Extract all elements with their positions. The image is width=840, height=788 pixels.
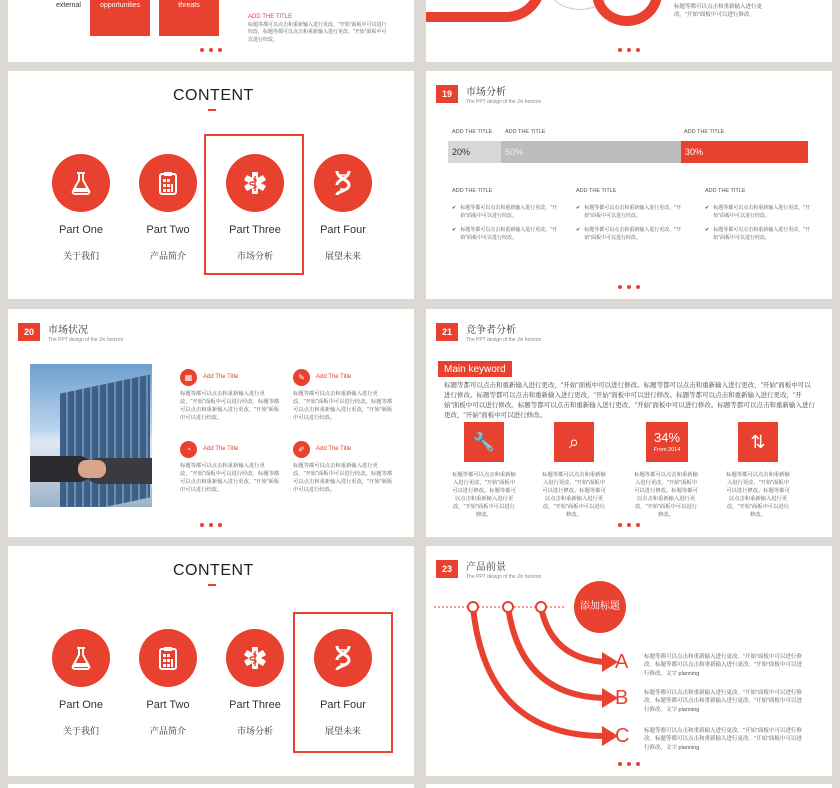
- slide-swot-partial: [8, 0, 414, 62]
- item-body: 标题等都可以点击和重新输入进行更改，"开始"面板中可以进行绞改，标题等都可以点击和重新输入进行更改，"开始"面板中可以进行绞改。: [293, 391, 393, 421]
- slide-circles-partial: [426, 0, 832, 62]
- column-body: 标题等都可以点击和重新输入进行更改，"开始"面板中可以进行修改。标题等都可以点击和重新输入进行更改，"开始"面板中可以进行修改。: [634, 472, 698, 518]
- check-item: [576, 205, 688, 220]
- hands-skin-shape: [78, 460, 106, 478]
- check-item: [705, 227, 817, 242]
- check-icon: ✔: [452, 227, 457, 233]
- bar-value-1: 20%: [452, 147, 471, 157]
- slide-20-market-status: [8, 309, 414, 537]
- column-body: 标题等都可以点击和重新输入进行更改，"开始"面板中可以进行修改。标题等都可以点击和重新输入进行更改，"开始"面板中可以进行修改。: [726, 472, 790, 518]
- item-title: Add The Title: [316, 446, 352, 452]
- calendar-icon: ▦: [180, 369, 197, 386]
- circles-body: 标题等都可以点击和重新输入进行更改。"开始"面板中可以进行修改。: [674, 4, 763, 18]
- opportunities-box: [90, 0, 150, 36]
- check-icon: ✔: [705, 227, 710, 233]
- check-item: [576, 227, 688, 242]
- column-title-2: ADD THE TITLE: [576, 188, 617, 194]
- edit-icon: ✎: [293, 369, 310, 386]
- external-label: external: [56, 2, 81, 9]
- title-bubble: [574, 581, 626, 633]
- part-label-cn-1: 关于我们: [62, 251, 99, 261]
- dna-icon: [330, 644, 356, 672]
- part-label-cn-3: 市场分析: [236, 251, 273, 261]
- part-label-en-3: Part Three: [229, 224, 281, 236]
- item-title: Add The Title: [203, 446, 239, 452]
- page-dots: [200, 48, 222, 52]
- option-letter-c: C: [615, 725, 630, 747]
- slide-title: 市场状况: [48, 325, 88, 336]
- item-title: Add The Title: [316, 374, 352, 380]
- option-body: 标题等都可以点击和重新输入进行更改。"开始"面板中可以进行修改。标题等都可以点击和重新输入进行更改。"开始"面板中可以进行修改。文字 planning: [644, 690, 802, 713]
- part-label-en-4: Part Four: [320, 224, 366, 236]
- red-arc-shape: [426, 0, 546, 22]
- page-dots: [200, 523, 222, 527]
- part-circle-2[interactable]: [139, 154, 197, 212]
- part-circle-1[interactable]: [52, 629, 110, 687]
- option-letter-a: A: [615, 651, 629, 673]
- stat-caption: From 2014: [653, 447, 681, 453]
- check-item-text: 标题等都可以点击和重新输入进行更改，"开始"面板中可以进行绞改。: [713, 227, 810, 241]
- part-label-en-3: Part Three: [229, 699, 281, 711]
- bar-value-3: 30%: [685, 147, 704, 157]
- building-shape: [60, 374, 150, 507]
- chart-icon: ◔: [180, 441, 197, 458]
- title-bubble-label: 添加标题: [580, 601, 620, 612]
- dna-icon: [330, 169, 356, 197]
- item-body: 标题等都可以点击和重新输入进行更改，"开始"面板中可以进行绞改，标题等都可以点击和重新输入进行更改，"开始"面板中可以进行绞改。: [293, 463, 393, 493]
- check-icon: ✔: [705, 205, 710, 211]
- clipboard-icon: [155, 645, 181, 671]
- check-item: [705, 205, 817, 220]
- stat-value: 34%: [653, 430, 681, 445]
- slide-bottom-partial-right: [426, 784, 832, 788]
- check-item-text: 标题等都可以点击和重新输入进行更改，"开始"面板中可以进行绞改。: [460, 205, 557, 219]
- bar-label-1: ADD THE TITLE: [452, 129, 493, 135]
- slide-number: 19: [436, 85, 458, 103]
- content-title-underline: [208, 584, 216, 586]
- check-item-text: 标题等都可以点击和重新输入进行更改，"开始"面板中可以进行绞改。: [713, 205, 810, 219]
- pen-icon: ✐: [293, 441, 310, 458]
- flask-icon: [68, 170, 94, 196]
- slide-21-competitor-analysis: [426, 309, 832, 537]
- part-circle-2[interactable]: [139, 629, 197, 687]
- slide-number: 20: [18, 323, 40, 341]
- part-label-en-1: Part One: [58, 224, 104, 236]
- slide-number: 23: [436, 560, 458, 578]
- threats-label: threats: [178, 2, 200, 9]
- arrows-icon: ⇅: [738, 422, 778, 462]
- threats-box: [159, 0, 219, 36]
- part-label-en-2: Part Two: [146, 224, 190, 236]
- option-body: 标题等都可以点击和重新输入进行更改。"开始"面板中可以进行修改。标题等都可以点击和重新输入进行更改。"开始"面板中可以进行修改。文字 planning: [644, 654, 802, 677]
- part-label-en-1: Part One: [58, 699, 104, 711]
- column-title-1: ADD THE TITLE: [452, 188, 493, 194]
- slide-subtitle: The PPT design of the Jin horizon: [48, 337, 124, 343]
- column-body: 标题等都可以点击和重新输入进行更改，"开始"面板中可以进行修改。标题等都可以点击和重新输入进行更改，"开始"面板中可以进行修改。: [452, 472, 516, 518]
- check-icon: ✔: [452, 205, 457, 211]
- column-title-3: ADD THE TITLE: [705, 188, 746, 194]
- check-item-text: 标题等都可以点击和重新输入进行更改，"开始"面板中可以进行绞改。: [584, 227, 681, 241]
- slide-title: 竞争者分析: [466, 325, 516, 336]
- content-title: CONTENT: [173, 562, 254, 579]
- main-keyword-badge: [438, 361, 512, 377]
- slide-title: 产品前景: [466, 562, 506, 573]
- part-label-cn-1: 关于我们: [62, 726, 99, 736]
- part-label-cn-2: 产品简介: [149, 251, 186, 261]
- item-body: 标题等都可以点击和重新输入进行更改，"开始"面板中可以进行绞改，标题等都可以点击和重新输入进行更改，"开始"面板中可以进行绞改。: [180, 463, 280, 493]
- part-circle-4[interactable]: [314, 629, 372, 687]
- wrench-icon: 🔧: [464, 422, 504, 462]
- part-label-cn-4: 展望未来: [324, 726, 361, 736]
- option-body: 标题等都可以点击和重新输入进行更改。"开始"面板中可以进行修改。标题等都可以点击和重新输入进行更改。"开始"面板中可以进行修改。文字 planning: [644, 728, 802, 751]
- check-item: [452, 227, 564, 242]
- option-letter-b: B: [615, 687, 629, 709]
- content-title: CONTENT: [173, 87, 254, 104]
- bar-label-3: ADD THE TITLE: [684, 129, 725, 135]
- check-icon: ✔: [576, 205, 581, 211]
- flask-icon: [68, 645, 94, 671]
- bar-label-2: ADD THE TITLE: [505, 129, 546, 135]
- swot-body: 标题等都可以点击和重新输入进行更改，"开始"面板中可以进行绞改，标题等都可以点击和重新输入进行更改，"开始"面板中可以进行绞改。: [248, 22, 387, 43]
- slide-bottom-partial-left: [8, 784, 414, 788]
- clipboard-icon: [155, 170, 181, 196]
- slide-23-product-outlook: [426, 546, 832, 776]
- page-dots: [618, 48, 640, 52]
- part-circle-1[interactable]: [52, 154, 110, 212]
- medical-icon: [241, 169, 269, 197]
- check-item: [452, 205, 564, 220]
- opportunities-label: opportunities: [99, 2, 141, 9]
- slide-subtitle: The PPT design of the Jin horizon: [466, 99, 542, 105]
- keyword-paragraph: 标题等都可以点击和重新输入进行更改，"开始"面板中可以进行修改。标题等都可以点击和重新输入进行更改，"开始"面板中可以进行修改。标题等都可以点击和重新输入进行更改，"开始"面板中可以进行修改。标题等都可以点击和重新输入进行更改，"开始"面板中可以进行修改。标题等都可以点击和重新输入进行更改，"开始"面板中可以进行修改。标题等都可以点击和重新输入进行更改，"开始"面板中可以进行修改。: [444, 382, 815, 420]
- bar-segment-2: [501, 141, 681, 163]
- check-item-text: 标题等都可以点击和重新输入进行更改，"开始"面板中可以进行绞改。: [460, 227, 557, 241]
- part-label-cn-2: 产品简介: [149, 726, 186, 736]
- medical-icon: [241, 644, 269, 672]
- page-dots: [618, 523, 640, 527]
- item-title: Add The Title: [203, 374, 239, 380]
- add-title-label: ADD THE TITLE: [248, 14, 293, 20]
- part-circle-3[interactable]: [226, 154, 284, 212]
- slide-content-a: [8, 71, 414, 299]
- content-title-underline: [208, 109, 216, 111]
- column-body: 标题等都可以点击和重新输入进行更改，"开始"面板中可以进行修改。标题等都可以点击和重新输入进行更改，"开始"面板中可以进行修改。: [542, 472, 606, 518]
- slide-subtitle: The PPT design of the Jin horizon: [466, 574, 542, 580]
- slide-title: 市场分析: [466, 87, 506, 98]
- part-label-en-2: Part Two: [146, 699, 190, 711]
- bar-segment-3: [681, 141, 808, 163]
- part-circle-4[interactable]: [314, 154, 372, 212]
- page-dots: [618, 285, 640, 289]
- stat-box: [646, 422, 688, 462]
- page-dots: [618, 762, 640, 766]
- check-icon: ✔: [576, 227, 581, 233]
- slide-content-b: [8, 546, 414, 776]
- red-circle-shape: [592, 0, 662, 26]
- bar-segment-1: [448, 141, 501, 163]
- part-label-cn-3: 市场分析: [236, 726, 273, 736]
- part-circle-3[interactable]: [226, 629, 284, 687]
- bar-value-2: 50%: [505, 147, 524, 157]
- part-label-cn-4: 展望未来: [324, 251, 361, 261]
- slide-subtitle: The PPT design of the Jin horizon: [466, 337, 542, 343]
- slide-19-market-analysis: [426, 71, 832, 299]
- main-keyword-label: Main keyword: [444, 363, 506, 375]
- handshake-photo: [30, 364, 152, 507]
- part-label-en-4: Part Four: [320, 699, 366, 711]
- search-chart-icon: ⌕: [554, 422, 594, 462]
- slide-number: 21: [436, 323, 458, 341]
- item-body: 标题等都可以点击和重新输入进行更改，"开始"面板中可以进行绞改，标题等都可以点击和重新输入进行更改，"开始"面板中可以进行绞改。: [180, 391, 280, 421]
- check-item-text: 标题等都可以点击和重新输入进行更改，"开始"面板中可以进行绞改。: [584, 205, 681, 219]
